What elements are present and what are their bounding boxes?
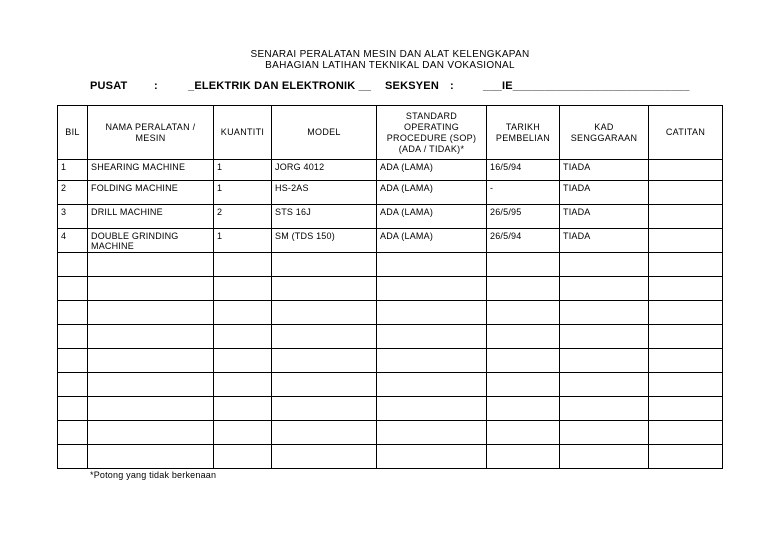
table-cell xyxy=(88,421,214,445)
table-cell: - xyxy=(487,181,560,205)
table-cell xyxy=(214,373,272,397)
table-cell: FOLDING MACHINE xyxy=(88,181,214,205)
table-cell xyxy=(487,421,560,445)
table-body xyxy=(58,160,723,469)
table-cell xyxy=(487,301,560,325)
table-row xyxy=(58,229,723,253)
table-cell xyxy=(377,373,487,397)
table-cell xyxy=(560,445,649,469)
table-cell xyxy=(649,325,723,349)
table-cell xyxy=(88,349,214,373)
table-cell xyxy=(214,325,272,349)
table-cell xyxy=(377,325,487,349)
table-cell xyxy=(487,277,560,301)
table-header-row xyxy=(58,106,723,160)
table-cell xyxy=(272,325,377,349)
table-cell: TIADA xyxy=(560,160,649,181)
col-header-model: MODEL xyxy=(272,106,377,160)
table-cell xyxy=(272,397,377,421)
table-cell xyxy=(487,445,560,469)
table-cell: STS 16J xyxy=(272,205,377,229)
col-header-kad-senggaraan: KAD SENGGARAAN xyxy=(560,106,649,160)
table-cell xyxy=(272,373,377,397)
table-cell xyxy=(649,397,723,421)
table-cell xyxy=(377,301,487,325)
table-cell xyxy=(377,445,487,469)
table-row xyxy=(58,253,723,277)
table-cell: 16/5/94 xyxy=(487,160,560,181)
table-cell: 1 xyxy=(214,160,272,181)
table-cell xyxy=(214,253,272,277)
table-cell xyxy=(377,421,487,445)
col-header-bil: BIL xyxy=(58,106,88,160)
table-cell: TIADA xyxy=(560,181,649,205)
table-cell xyxy=(560,421,649,445)
table-cell xyxy=(214,445,272,469)
table-cell: DRILL MACHINE xyxy=(88,205,214,229)
col-header-tarikh-pembelian: TARIKH PEMBELIAN xyxy=(487,106,560,160)
table-cell xyxy=(377,397,487,421)
table-cell xyxy=(272,301,377,325)
table-row xyxy=(58,349,723,373)
table-row xyxy=(58,421,723,445)
table-cell xyxy=(58,421,88,445)
table-cell xyxy=(214,349,272,373)
table-cell: TIADA xyxy=(560,229,649,253)
document-title: SENARAI PERALATAN MESIN DAN ALAT KELENGKAPAN xyxy=(250,49,530,60)
table-row xyxy=(58,301,723,325)
table-cell: ADA (LAMA) xyxy=(377,205,487,229)
table-row xyxy=(58,277,723,301)
seksyen-value: ___IE____________________________ xyxy=(483,80,690,92)
table-cell xyxy=(487,349,560,373)
table-cell xyxy=(560,325,649,349)
table-cell: ADA (LAMA) xyxy=(377,160,487,181)
table-cell xyxy=(272,277,377,301)
table-cell: DOUBLE GRINDING MACHINE xyxy=(88,229,214,253)
table-cell xyxy=(58,253,88,277)
table-cell xyxy=(272,445,377,469)
table-cell: 1 xyxy=(214,229,272,253)
pusat-label: PUSAT xyxy=(90,80,128,92)
table-cell xyxy=(649,160,723,181)
table-cell xyxy=(560,277,649,301)
table-cell: 26/5/94 xyxy=(487,229,560,253)
table-row xyxy=(58,397,723,421)
table-cell xyxy=(214,397,272,421)
table-cell xyxy=(487,373,560,397)
table-row xyxy=(58,181,723,205)
table-cell xyxy=(649,349,723,373)
table-cell xyxy=(272,253,377,277)
table-cell: ADA (LAMA) xyxy=(377,229,487,253)
table-cell xyxy=(649,277,723,301)
table-cell xyxy=(58,445,88,469)
seksyen-label: SEKSYEN xyxy=(385,80,439,92)
table-cell xyxy=(560,349,649,373)
col-header-sop: STANDARD OPERATING PROCEDURE (SOP) (ADA / TIDAK)* xyxy=(377,106,487,160)
table-cell xyxy=(487,397,560,421)
table-cell xyxy=(58,301,88,325)
table-cell xyxy=(487,253,560,277)
table-cell xyxy=(649,229,723,253)
table-cell xyxy=(214,421,272,445)
table-cell xyxy=(88,301,214,325)
table-cell xyxy=(560,373,649,397)
table-cell xyxy=(649,253,723,277)
table-cell: 3 xyxy=(58,205,88,229)
table-cell xyxy=(272,349,377,373)
table-cell: JORG 4012 xyxy=(272,160,377,181)
table-cell xyxy=(649,205,723,229)
table-cell: 2 xyxy=(58,181,88,205)
table-cell xyxy=(58,349,88,373)
table-cell: TIADA xyxy=(560,205,649,229)
seksyen-colon: : xyxy=(450,80,454,92)
col-header-nama-peralatan: NAMA PERALATAN / MESIN xyxy=(88,106,214,160)
table-cell xyxy=(560,301,649,325)
table-cell xyxy=(377,253,487,277)
table-cell xyxy=(88,277,214,301)
table-row xyxy=(58,325,723,349)
document-subtitle: BAHAGIAN LATIHAN TEKNIKAL DAN VOKASIONAL xyxy=(265,60,515,71)
table-row xyxy=(58,373,723,397)
table-cell xyxy=(58,397,88,421)
table-cell xyxy=(88,253,214,277)
table-cell xyxy=(214,277,272,301)
table-row xyxy=(58,160,723,181)
table-cell xyxy=(88,373,214,397)
equipment-table xyxy=(57,105,723,469)
table-cell xyxy=(88,445,214,469)
table-cell: HS-2AS xyxy=(272,181,377,205)
table-cell: 1 xyxy=(214,181,272,205)
pusat-value: _ELEKTRIK DAN ELEKTRONIK __ xyxy=(188,80,372,92)
table-cell xyxy=(649,181,723,205)
table-cell xyxy=(487,325,560,349)
table-cell xyxy=(88,397,214,421)
table-cell xyxy=(377,277,487,301)
table-cell: 26/5/95 xyxy=(487,205,560,229)
table-cell: 4 xyxy=(58,229,88,253)
table-cell xyxy=(58,277,88,301)
table-row xyxy=(58,445,723,469)
table-cell: SM (TDS 150) xyxy=(272,229,377,253)
table-cell xyxy=(560,397,649,421)
pusat-colon: : xyxy=(154,80,158,92)
table-cell xyxy=(377,349,487,373)
table-cell xyxy=(649,445,723,469)
col-header-kuantiti: KUANTITI xyxy=(214,106,272,160)
table-cell: SHEARING MACHINE xyxy=(88,160,214,181)
table-cell xyxy=(214,301,272,325)
table-cell xyxy=(88,325,214,349)
table-cell xyxy=(649,301,723,325)
table-cell xyxy=(560,253,649,277)
col-header-catitan: CATITAN xyxy=(649,106,723,160)
table-cell: 2 xyxy=(214,205,272,229)
table-cell xyxy=(272,421,377,445)
table-cell xyxy=(58,373,88,397)
table-cell: ADA (LAMA) xyxy=(377,181,487,205)
table-cell: 1 xyxy=(58,160,88,181)
table-row xyxy=(58,205,723,229)
table-cell xyxy=(649,373,723,397)
footnote: *Potong yang tidak berkenaan xyxy=(90,470,217,480)
table-cell xyxy=(649,421,723,445)
table-cell xyxy=(58,325,88,349)
